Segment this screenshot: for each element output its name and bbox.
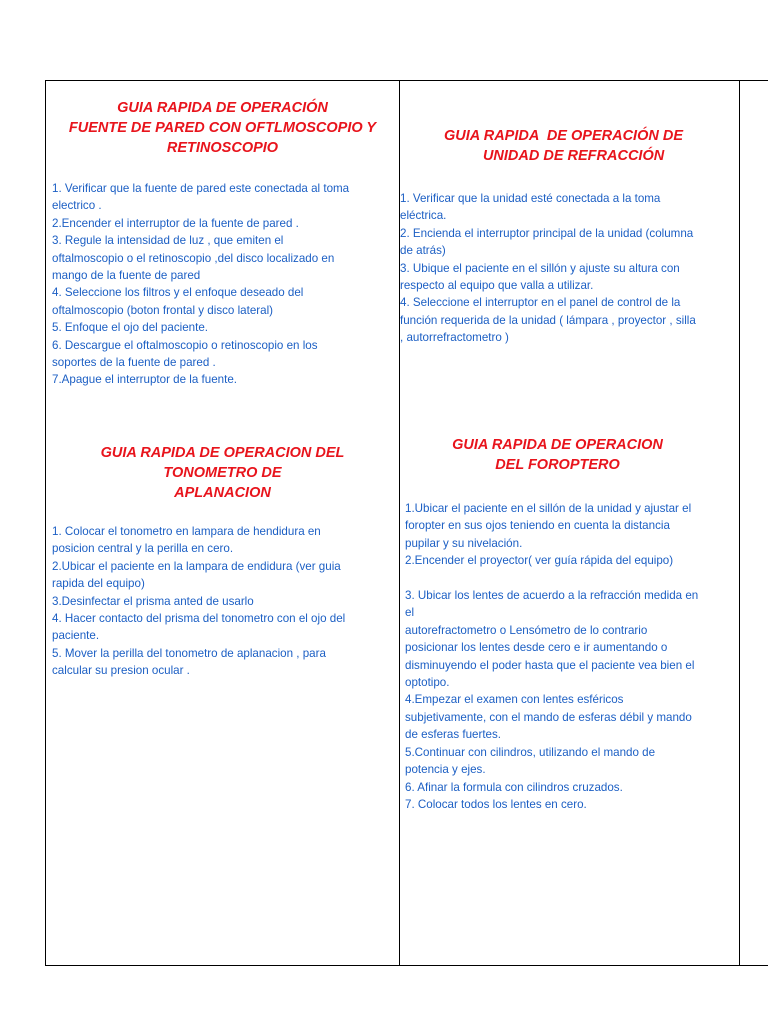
instruction-line: 2.Encender el interruptor de la fuente de pared . (52, 216, 299, 230)
section-instructions (400, 190, 739, 347)
instruction-line: 4. Seleccione el interruptor en el panel de control de la (400, 296, 681, 310)
instruction-line: 5. Enfoque el ojo del paciente. (52, 321, 208, 335)
instruction-line: mango de la fuente de pared (52, 269, 201, 283)
instruction-line: 2. Encienda el interruptor principal de la unidad (columna (400, 226, 694, 240)
instruction-line: rapida del equipo) (52, 577, 145, 591)
instruction-line: eléctrica. (400, 209, 447, 223)
instruction-line: , autorrefractometro ) (400, 331, 509, 345)
instruction-line: 3.Desinfectar el prisma anted de usarlo (52, 594, 254, 608)
instruction-line: 3. Ubique el paciente en el sillón y ajuste su altura con (400, 261, 680, 275)
table-border-bottom (45, 965, 768, 966)
instruction-line: foropter en sus ojos teniendo en cuenta la distancia (405, 519, 670, 533)
section-title: GUIA RAPIDA DE OPERACIÓN DE UNIDAD DE REFRACCIÓN (443, 128, 683, 164)
instruction-line: 4. Seleccione los filtros y el enfoque deseado del (52, 286, 304, 300)
section-instructions (46, 523, 399, 680)
section-instructions (400, 500, 739, 813)
section-foroptero (400, 435, 739, 813)
instruction-line: 1. Verificar que la unidad esté conectada a la toma (400, 192, 661, 205)
section-instructions (46, 180, 399, 389)
instruction-line: 5. Mover la perilla del tonometro de aplanacion , para (52, 646, 326, 660)
instruction-line: disminuyendo el poder hasta que el paciente vea bien el (405, 658, 695, 672)
instruction-line: 6. Afinar la formula con cilindros cruzados. (405, 780, 623, 794)
instruction-line: oftalmoscopio (boton frontal y disco lateral) (52, 303, 274, 317)
instruction-line: 7.Apague el interruptor de la fuente. (52, 373, 237, 387)
instruction-line: función requerida de la unidad ( lámpara , proyector , silla (400, 313, 696, 327)
instruction-line: paciente. (52, 629, 100, 643)
instruction-line: 5.Continuar con cilindros, utilizando el mando de (405, 745, 656, 759)
table-border-top (45, 80, 768, 81)
instruction-line: oftalmoscopio o el retinoscopio ,del disco localizado en (52, 251, 335, 265)
instruction-line: respecto al equipo que valla a utilizar. (400, 279, 594, 293)
instruction-line: potencia y ejes. (405, 763, 486, 777)
instruction-line: 3. Regule la intensidad de luz , que emiten el (52, 234, 284, 248)
section-tonometro-aplanacion (46, 443, 399, 680)
section-title: GUIA RAPIDA DE OPERACION DEL TONOMETRO DE APLANACION (100, 445, 345, 501)
instruction-line (405, 570, 739, 587)
instruction-line: 6. Descargue el oftalmoscopio o retinoscopio en los (52, 338, 318, 352)
instruction-line: de esferas fuertes. (405, 728, 502, 742)
instruction-line: subjetivamente, con el mando de esferas débil y mando (405, 710, 692, 724)
instruction-line: 3. Ubicar los lentes de acuerdo a la refracción medida en (405, 589, 699, 603)
instruction-line: 2.Encender el proyector( ver guía rápida del equipo) (405, 554, 674, 568)
instruction-line: el (405, 606, 415, 620)
instruction-line: de atrás) (400, 244, 446, 258)
section-fuente-de-pared (46, 98, 399, 389)
instruction-line: pupilar y su nivelación. (405, 536, 523, 550)
section-title: GUIA RAPIDA DE OPERACION DEL FOROPTERO (452, 437, 663, 473)
section-title: GUIA RAPIDA DE OPERACIÓN FUENTE DE PARED CON OFTLMOSCOPIO Y RETINOSCOPIO (68, 100, 377, 156)
table-column-divider-right (739, 80, 740, 966)
instruction-line: soportes de la fuente de pared . (52, 356, 216, 370)
instruction-line: 1.Ubicar el paciente en el sillón de la unidad y ajustar el (405, 502, 692, 515)
instruction-line: posicionar los lentes desde cero e ir aumentando o (405, 641, 668, 655)
instruction-line: electrico . (52, 199, 102, 213)
section-unidad-de-refraccion (400, 126, 739, 347)
instruction-line: calcular su presion ocular . (52, 664, 190, 678)
instruction-line: 1. Verificar que la fuente de pared este conectada al toma (52, 182, 350, 195)
instruction-line: optotipo. (405, 676, 450, 690)
instruction-line: 4. Hacer contacto del prisma del tonometro con el ojo del (52, 612, 346, 626)
instruction-line: 2.Ubicar el paciente en la lampara de endidura (ver guia (52, 559, 341, 573)
instruction-line: autorefractometro o Lensómetro de lo contrario (405, 623, 648, 637)
instruction-line: 7. Colocar todos los lentes en cero. (405, 797, 587, 811)
instruction-line: posicion central y la perilla en cero. (52, 542, 234, 556)
instruction-line: 1. Colocar el tonometro en lampara de hendidura en (52, 525, 321, 538)
instruction-line: 4.Empezar el examen con lentes esféricos (405, 693, 624, 707)
